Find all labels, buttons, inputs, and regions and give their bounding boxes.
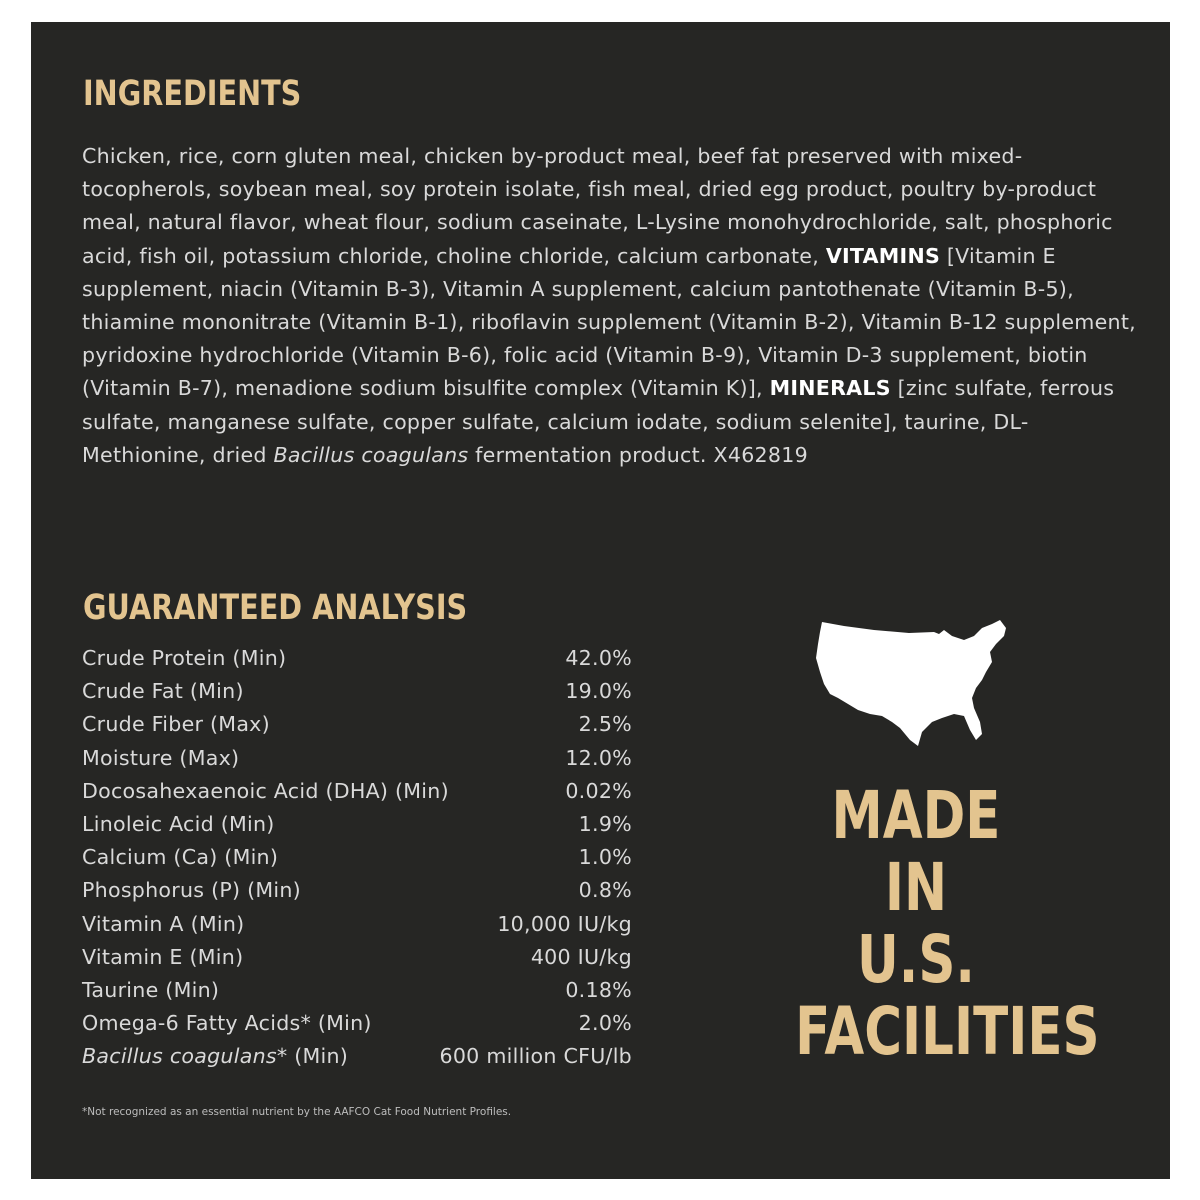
- vitamins-label: VITAMINS: [825, 243, 941, 268]
- nutrient-value: 600 million CFU/lb: [439, 1044, 632, 1069]
- nutrient-value: 0.18%: [565, 977, 632, 1002]
- nutrient-label: Calcium (Ca) (Min): [82, 845, 279, 870]
- nutrient-value: 0.02%: [565, 778, 632, 803]
- guaranteed-analysis-table: [82, 642, 632, 1073]
- nutrient-value: 1.0%: [578, 845, 632, 870]
- footnote: *Not recognized as an essential nutrient by the AAFCO Cat Food Nutrient Profiles.: [82, 1106, 512, 1118]
- table-row: [82, 642, 632, 675]
- label-panel: [31, 22, 1170, 1179]
- usa-map-icon: [814, 618, 1014, 748]
- ingredients-text-part-2: [Vitamin E supplement, niacin (Vitamin B-3), Vitamin A supplement, calcium pantothenate (Vitamin B-5), thiamine mononitrate (Vitamin B-1), riboflavin supplement (Vitamin B-2), Vitamin B-12 supplement, pyridoxine hydrochloride (Vitamin B-6), folic acid (Vitamin B-9), Vitamin D-3 supplement, biotin (Vitamin B-7), menadione sodium bisulfite complex (Vitamin K)],: [82, 243, 1136, 401]
- nutrient-label: Moisture (Max): [82, 745, 240, 770]
- bacillus-label: Bacillus coagulans: [82, 1044, 277, 1069]
- nutrient-label: Vitamin E (Min): [82, 944, 244, 969]
- ingredients-text-part-3: [zinc sulfate, ferrous sulfate, manganese sulfate, copper sulfate, calcium iodate, sodium selenite], taurine, DL-Methionine, dried: [82, 376, 1115, 467]
- table-row: [82, 808, 632, 841]
- made-in-line-1: MADE IN: [831, 777, 1001, 926]
- nutrient-label: Linoleic Acid (Min): [82, 811, 275, 836]
- table-row: [82, 941, 632, 974]
- nutrient-label: Crude Fiber (Max): [82, 712, 270, 737]
- table-row: [82, 974, 632, 1007]
- ingredients-text: [82, 140, 1142, 472]
- nutrient-value: 10,000 IU/kg: [497, 911, 632, 936]
- nutrient-value: 42.0%: [565, 646, 632, 670]
- nutrient-value: 0.8%: [578, 878, 632, 903]
- ingredients-heading: INGREDIENTS: [83, 74, 302, 114]
- nutrient-value: 2.0%: [578, 1011, 632, 1036]
- nutrient-label: Docosahexaenoic Acid (DHA) (Min): [82, 778, 449, 803]
- table-row: [82, 1040, 632, 1073]
- nutrient-label: [82, 1040, 348, 1073]
- made-in-line-2: U.S.: [857, 921, 975, 998]
- nutrient-value: 400 IU/kg: [530, 944, 632, 969]
- made-in-line-3: FACILITIES: [795, 993, 1100, 1070]
- nutrient-label: Taurine (Min): [82, 977, 220, 1002]
- bacillus-term: Bacillus coagulans: [273, 442, 469, 467]
- minerals-label: MINERALS: [769, 376, 891, 401]
- nutrient-value: 12.0%: [565, 745, 632, 770]
- ingredients-text-part-4: fermentation product. X462819: [468, 442, 808, 467]
- table-row: [82, 908, 632, 941]
- table-row: [82, 1007, 632, 1040]
- table-row: [82, 708, 632, 741]
- nutrient-value: 19.0%: [565, 679, 632, 704]
- nutrient-label: Phosphorus (P) (Min): [82, 878, 301, 903]
- ingredients-text-part-1: Chicken, rice, corn gluten meal, chicken by-product meal, beef fat preserved with mixed-tocopherols, soybean meal, soy protein isolate, fish meal, dried egg product, poultry by-product meal, natural flavor, wheat flour, sodium caseinate, L-Lysine monohydrochloride, salt, phosphoric acid, fish oil, potassium chloride, choline chloride, calcium carbonate,: [82, 144, 1113, 268]
- table-row: [82, 775, 632, 808]
- table-row: [82, 675, 632, 708]
- bacillus-label-suffix: * (Min): [276, 1044, 349, 1069]
- nutrient-value: 1.9%: [578, 811, 632, 836]
- nutrient-value: 2.5%: [578, 712, 632, 737]
- table-row: [82, 742, 632, 775]
- nutrient-label: Crude Fat (Min): [82, 679, 244, 704]
- nutrient-label: Omega-6 Fatty Acids* (Min): [82, 1011, 372, 1036]
- guaranteed-analysis-heading: GUARANTEED ANALYSIS: [83, 588, 468, 628]
- table-row: [82, 841, 632, 874]
- nutrient-label: Crude Protein (Min): [82, 646, 287, 670]
- nutrient-label: Vitamin A (Min): [82, 911, 245, 936]
- table-row: [82, 874, 632, 907]
- made-in-usa-badge: [761, 777, 1100, 1070]
